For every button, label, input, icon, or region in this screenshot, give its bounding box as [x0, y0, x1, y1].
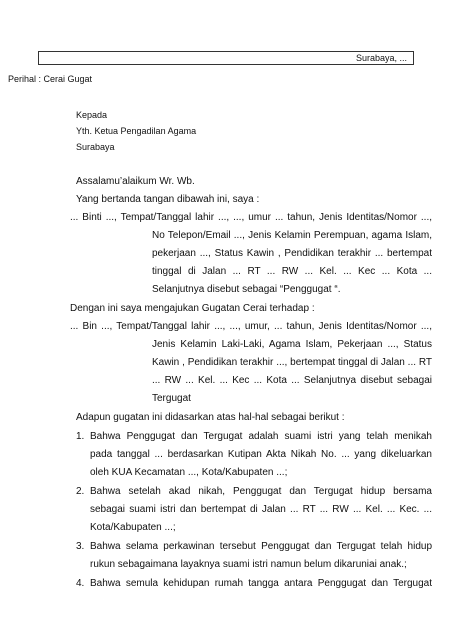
item-2-number: 2.	[76, 486, 85, 497]
item-1-line-1: Bahwa Penggugat dan Tergugat adalah suami istri yang telah menikah	[90, 431, 432, 442]
item-1-line-3: oleh KUA Kecamatan ..., Kota/Kabupaten ...;	[90, 467, 288, 478]
city-date-box	[38, 51, 414, 65]
item-3-number: 3.	[76, 541, 85, 552]
grounds-intro: Adapun gugatan ini didasarkan atas hal-hal sebagai berikut :	[76, 412, 345, 423]
item-2-line-3: Kota/Kabupaten ...;	[90, 522, 176, 533]
plaintiff-line-5: Selanjutnya disebut sebagai “Penggugat “.	[152, 284, 341, 295]
intro: Yang bertanda tangan dibawah ini, saya :	[76, 194, 260, 205]
greeting: Assalamu’alaikum Wr. Wb.	[76, 176, 195, 187]
item-2-line-1: Bahwa setelah akad nikah, Penggugat dan Tergugat hidup bersama	[90, 486, 432, 497]
recipient-line-2: Yth. Ketua Pengadilan Agama	[76, 126, 197, 136]
item-3-line-2: rukun sebagaimana layaknya suami istri namun belum dikaruniai anak.;	[90, 559, 407, 570]
defendant-line-4: ... RW ... Kel. ... Kec ... Kota ... Selanjutnya disebut sebagai	[152, 375, 432, 386]
item-4-line-1: Bahwa semula kehidupan rumah tangga antara Penggugat dan Tergugat	[90, 578, 432, 589]
item-1-line-2: pada tanggal ... berdasarkan Kutipan Akta Nikah No. ... yang dikeluarkan	[90, 449, 432, 460]
item-1-number: 1.	[76, 431, 85, 442]
recipient-line-3: Surabaya	[76, 142, 115, 152]
against-intro: Dengan ini saya mengajukan Gugatan Cerai terhadap :	[70, 303, 315, 314]
plaintiff-line-3: pekerjaan ..., Status Kawin , Pendidikan terakhir ... bertempat	[152, 248, 432, 259]
recipient-line-1: Kepada	[76, 110, 108, 120]
item-2-line-2: sebagai suami istri dan bertempat di Jalan ... RT ... RW ... Kel. ... Kec. ...	[90, 504, 432, 515]
defendant-line-3: Kawin , Pendidikan terakhir ..., bertempat tinggal di Jalan ... RT	[152, 357, 432, 368]
plaintiff-line-4: tinggal di Jalan ... RT ... RW ... Kel. ... Kec ... Kota ...	[152, 266, 432, 277]
defendant-line-5: Tergugat	[152, 393, 191, 404]
plaintiff-line-1: ... Binti ..., Tempat/Tanggal lahir ..., ..., umur ... tahun, Jenis Identitas/Nomor ...,	[70, 212, 432, 223]
item-4-number: 4.	[76, 578, 85, 589]
perihal: Perihal : Cerai Gugat	[8, 74, 93, 84]
defendant-line-1: ... Bin ..., Tempat/Tanggal lahir ..., ..., umur, ... tahun, Jenis Identitas/Nomor ...,	[70, 321, 432, 332]
city-date: Surabaya, ...	[355, 53, 407, 63]
defendant-line-2: Jenis Kelamin Laki-Laki, Agama Islam, Pekerjaan ..., Status	[152, 339, 432, 350]
plaintiff-line-2: No Telepon/Email ..., Jenis Kelamin Perempuan, agama Islam,	[152, 230, 432, 241]
item-3-line-1: Bahwa selama perkawinan tersebut Penggugat dan Tergugat telah hidup	[90, 541, 432, 552]
